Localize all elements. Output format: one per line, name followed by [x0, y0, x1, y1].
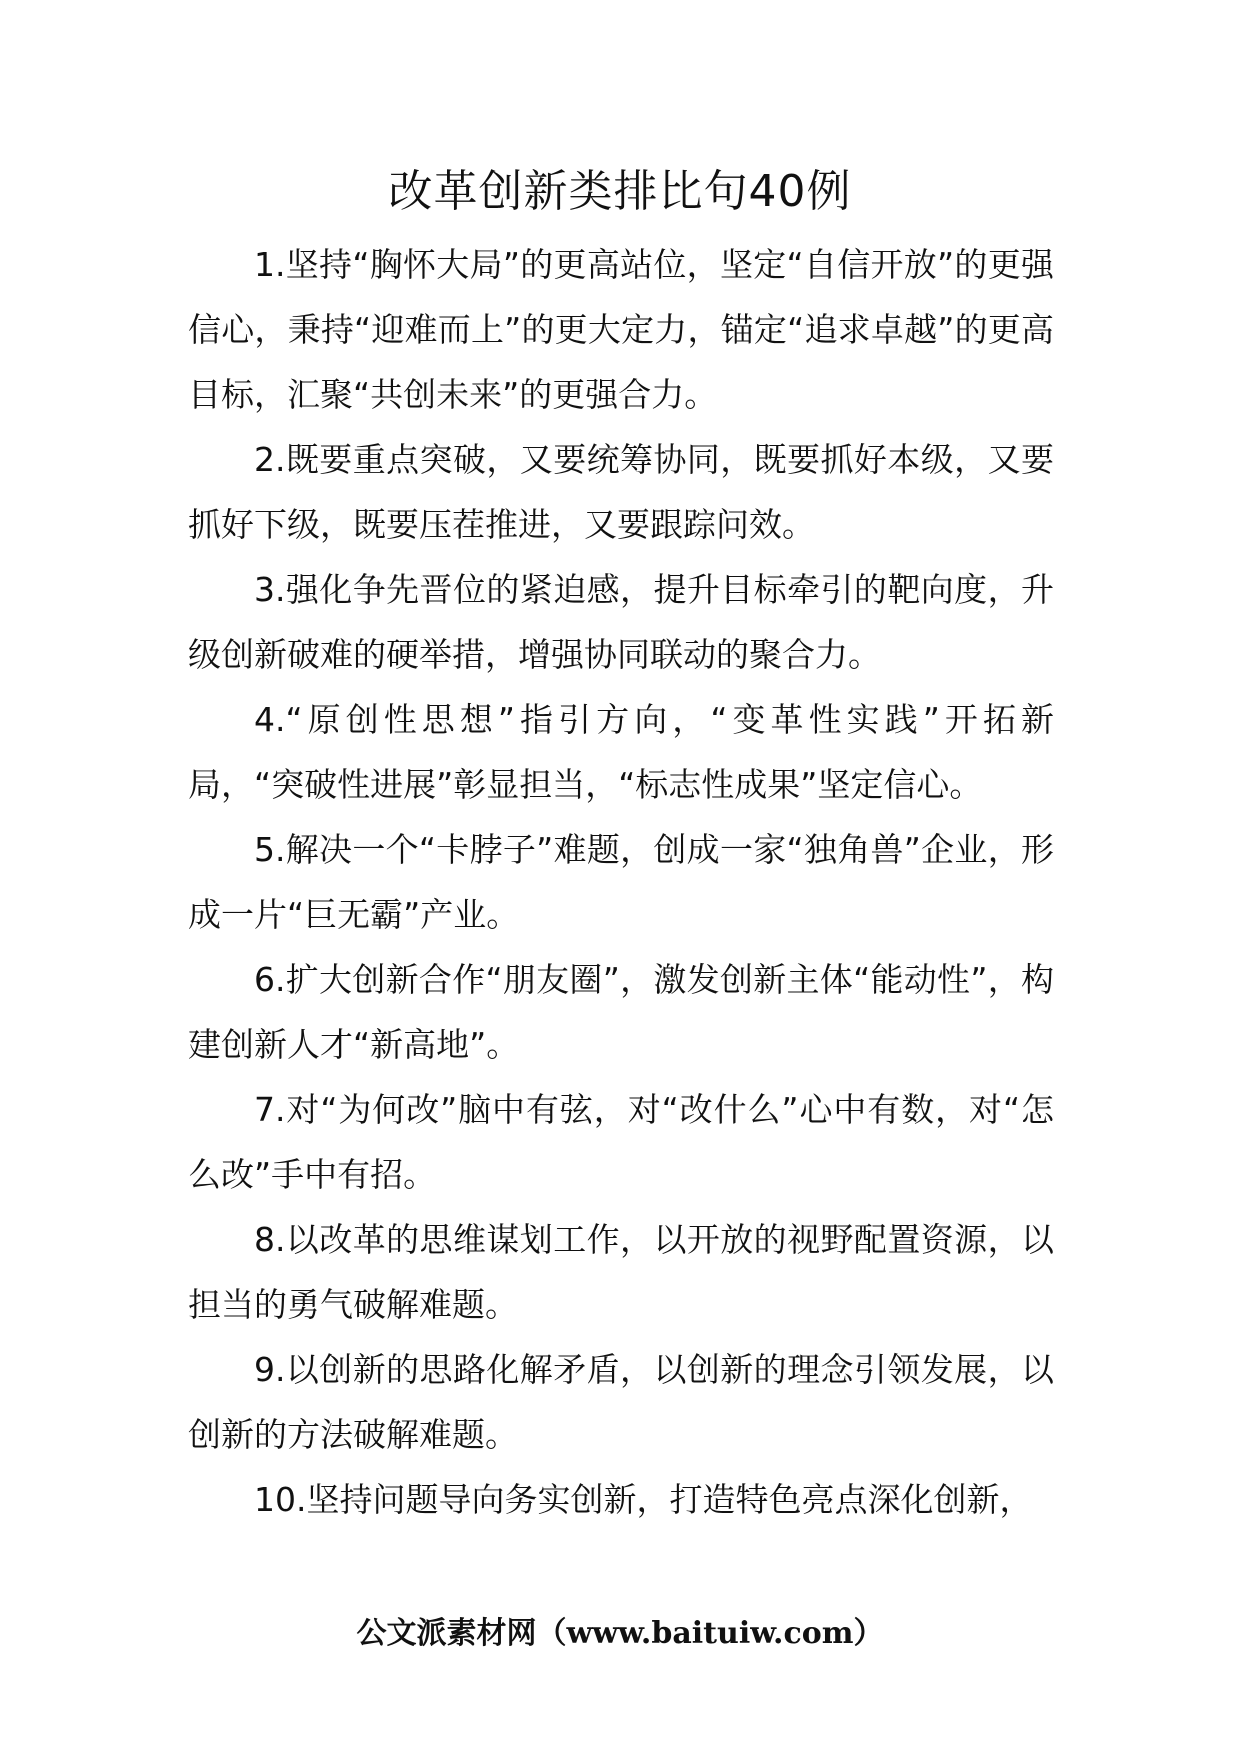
- list-item: 10.坚持问题导向务实创新，打造特色亮点深化创新，: [254, 1480, 1033, 1519]
- list-item: 6.扩大创新合作“朋友圈”，激发创新主体“能动性”，构建创新人才“新高地”。: [188, 960, 1054, 1064]
- site-footer: 公文派素材网（www.baituiw.com）: [356, 1616, 884, 1651]
- list-item: 2.既要重点突破，又要统筹协同，既要抓好本级，又要抓好下级，既要压茬推进，又要跟踪问效。: [188, 440, 1054, 544]
- list-item: 5.解决一个“卡脖子”难题，创成一家“独角兽”企业，形成一片“巨无霸”产业。: [188, 830, 1054, 934]
- list-item: 1.坚持“胸怀大局”的更高站位，坚定“自信开放”的更强信心，秉持“迎难而上”的更大定力，锚定“追求卓越”的更高目标，汇聚“共创未来”的更强合力。: [188, 245, 1054, 414]
- list-item: 4.“原创性思想”指引方向，“变革性实践”开拓新局，“突破性进展”彰显担当，“标志性成果”坚定信心。: [188, 700, 1054, 804]
- page-title: 改革创新类排比句40例: [388, 166, 852, 217]
- document-body: [188, 232, 1054, 1532]
- list-item: 3.强化争先晋位的紧迫感，提升目标牵引的靶向度，升级创新破难的硬举措，增强协同联动的聚合力。: [188, 570, 1054, 674]
- list-item: 9.以创新的思路化解矛盾，以创新的理念引领发展，以创新的方法破解难题。: [188, 1350, 1054, 1454]
- list-item: 8.以改革的思维谋划工作，以开放的视野配置资源，以担当的勇气破解难题。: [188, 1220, 1054, 1324]
- list-item: 7.对“为何改”脑中有弦，对“改什么”心中有数，对“怎么改”手中有招。: [188, 1090, 1054, 1194]
